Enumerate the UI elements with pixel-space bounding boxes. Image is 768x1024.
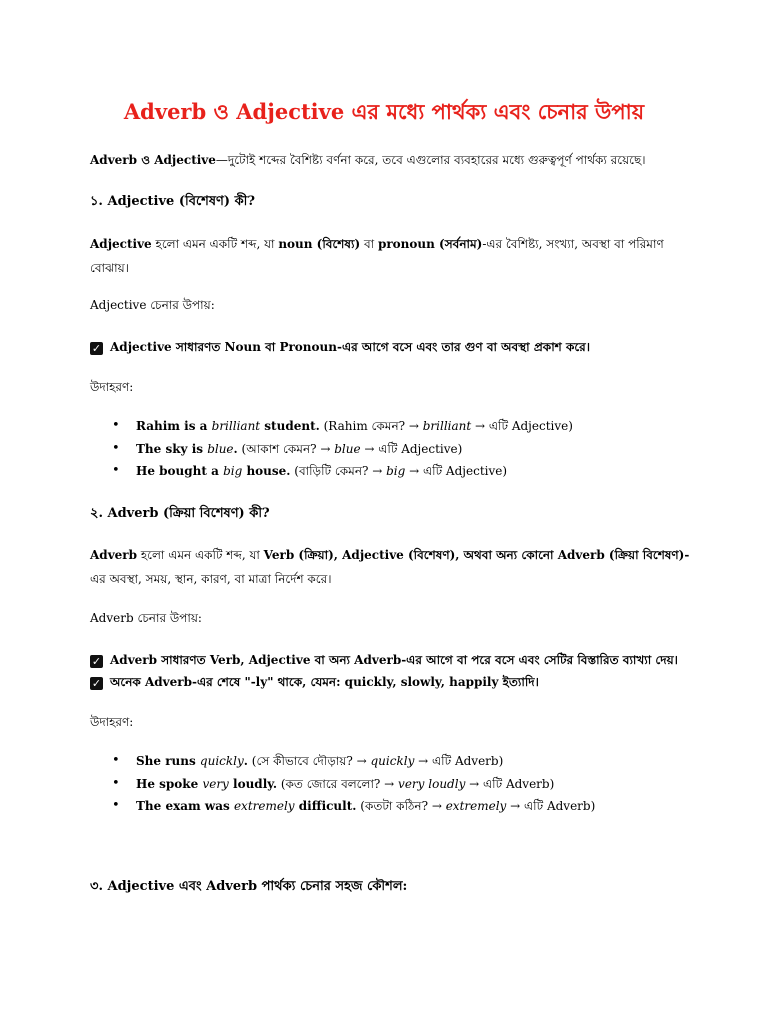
- check-box-icon: ✓: [91, 655, 102, 668]
- section2-example-list: [112, 750, 595, 818]
- def-text: এর অবস্থা, সময়, স্থান, কারণ, বা মাত্রা নির্দেশ করে।: [90, 572, 332, 586]
- section1-examples-heading: উদাহরণ:: [90, 380, 134, 394]
- check-box-icon: ✓: [91, 677, 102, 690]
- page-title: Adverb ও Adjective এর মধ্যে পার্থক্য এবং চেনার উপায়: [123, 99, 645, 124]
- def-term-adjective: Adjective: [90, 237, 152, 251]
- intro-bold: Adverb ও Adjective: [90, 153, 216, 167]
- example-item: • The sky is blue. (আকাশ কেমন? → blue → এটি Adjective): [112, 438, 573, 461]
- def-term-verb: Verb (ক্রিয়া), Adjective (বিশেষণ), অথবা অন্য কোনো Adverb (ক্রিয়া বিশেষণ)-: [263, 548, 690, 562]
- tip-text: Adverb সাধারণত Verb, Adjective বা অন্য Adverb-এর আগে বা পরে বসে এবং সেটির বিস্তারিত ব্যাখ্যা দেয়।: [110, 653, 678, 667]
- example-item: • He bought a big house. (বাড়িটি কেমন? → big → এটি Adjective): [112, 460, 573, 483]
- tip-text: Adjective সাধারণত Noun বা Pronoun-এর আগে বসে এবং তার গুণ বা অবস্থা প্রকাশ করে।: [110, 340, 591, 354]
- section2-heading: ২. Adverb (ক্রিয়া বিশেষণ) কী?: [90, 506, 270, 521]
- section2-definition: [90, 543, 690, 591]
- def-text: বা: [360, 237, 378, 251]
- section2-tip: [90, 648, 710, 672]
- section1-how-heading: Adjective চেনার উপায়:: [90, 298, 215, 312]
- def-text: হলো এমন একটি শব্দ, যা: [137, 548, 264, 562]
- section1-definition: [90, 232, 690, 280]
- intro-text: —দুটোই শব্দের বৈশিষ্ট্য বর্ণনা করে, তবে এগুলোর ব্যবহারের মধ্যে গুরুত্বপূর্ণ পার্থক্য রয়েছে।: [215, 153, 646, 167]
- def-text: হলো এমন একটি শব্দ, যা: [151, 237, 279, 251]
- intro-paragraph: [90, 148, 690, 172]
- example-item: • Rahim is a brilliant student. (Rahim কেমন? → brilliant → এটি Adjective): [112, 415, 573, 438]
- section2-tip: [90, 670, 710, 694]
- section3-heading: ৩. Adjective এবং Adverb পার্থক্য চেনার সহজ কৌশল:: [90, 879, 408, 894]
- section1-tip: [90, 335, 710, 359]
- def-term-pronoun: pronoun (সর্বনাম): [377, 237, 483, 251]
- section2-how-heading: Adverb চেনার উপায়:: [90, 611, 202, 625]
- example-item: • She runs quickly. (সে কীভাবে দৌড়ায়? → quickly → এটি Adverb): [112, 750, 595, 773]
- section1-heading: ১. Adjective (বিশেষণ) কী?: [90, 194, 256, 209]
- section2-examples-heading: উদাহরণ:: [90, 715, 134, 729]
- example-item: • He spoke very loudly. (কত জোরে বললো? → very loudly → এটি Adverb): [112, 773, 595, 796]
- tip-text: অনেক Adverb-এর শেষে "-ly" থাকে, যেমন: quickly, slowly, happily ইত্যাদি।: [110, 675, 539, 689]
- def-term-adverb: Adverb: [90, 548, 138, 562]
- example-item: • The exam was extremely difficult. (কতটা কঠিন? → extremely → এটি Adverb): [112, 795, 595, 818]
- def-text: -এর বৈশিষ্ট্য, সংখ্যা, অবস্থা বা পরিমাণ বোঝায়।: [90, 237, 664, 275]
- check-box-icon: ✓: [91, 342, 102, 355]
- def-term-noun: noun (বিশেষ্য): [278, 237, 361, 251]
- section1-example-list: [112, 415, 573, 483]
